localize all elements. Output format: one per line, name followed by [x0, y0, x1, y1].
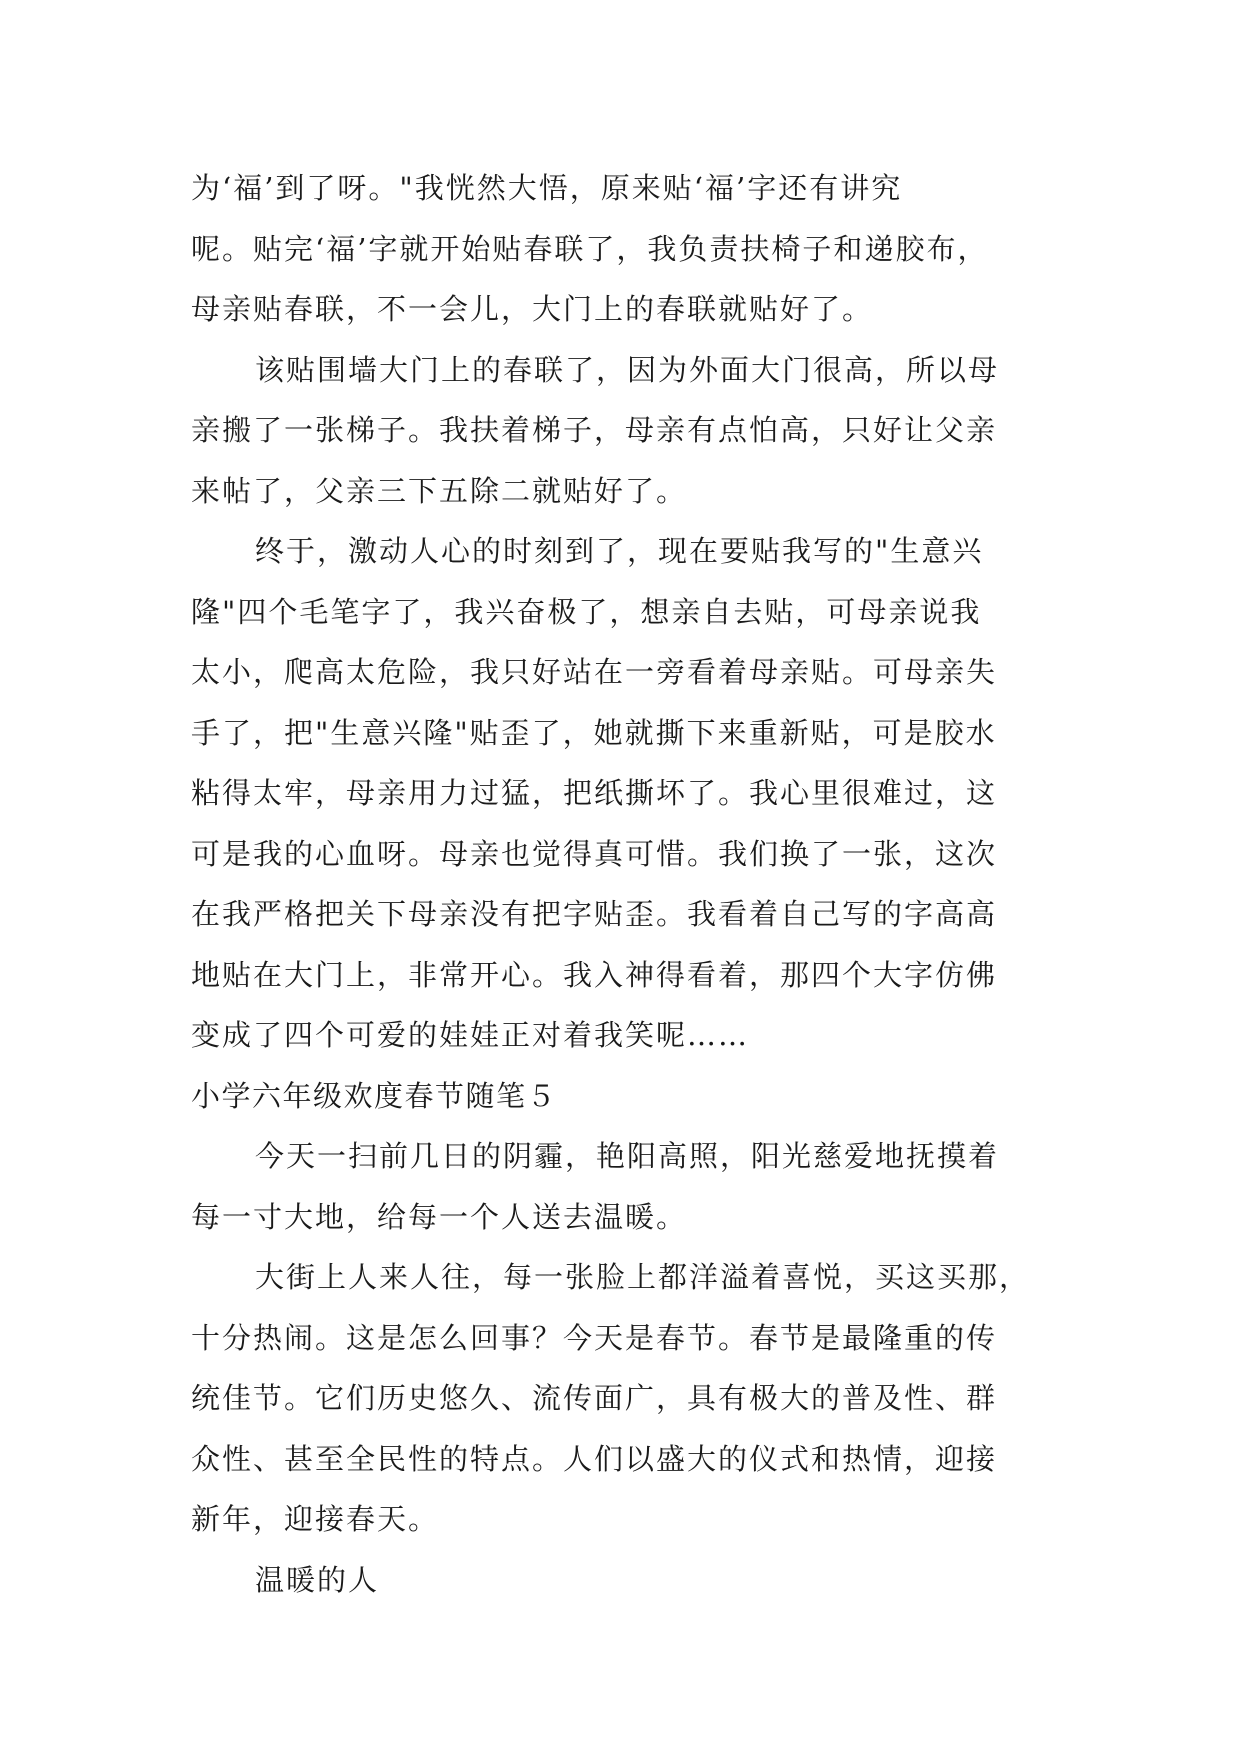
text-line: 十分热闹。这是怎么回事？今天是春节。春节是最隆重的传: [191, 1320, 998, 1355]
text-line: 隆"四个毛笔字了，我兴奋极了，想亲自去贴，可母亲说我: [191, 594, 982, 629]
text-line: 母亲贴春联，不一会儿，大门上的春联就贴好了。: [191, 292, 874, 326]
text-line: 为‘福’到了呀。"我恍然大悟，原来贴‘福’字还有讲究: [191, 171, 903, 205]
text-line: 太小，爬高太危险，我只好站在一旁看着母亲贴。可母亲失: [191, 655, 998, 689]
text-line: 变成了四个可爱的娃娃正对着我笑呢……: [191, 1018, 750, 1052]
document-body: [191, 158, 1051, 1610]
paragraph-start-line: 终于，激动人心的时刻到了，现在要贴我写的"生意兴: [255, 534, 984, 568]
text-line: 每一寸大地，给每一个人送去温暖。: [191, 1199, 688, 1234]
text-line: 统佳节。它们历史悠久、流传面广，具有极大的普及性、群: [191, 1381, 998, 1415]
section-heading: 小学六年级欢度春节随笔５: [191, 1078, 558, 1113]
text-line: 亲搬了一张梯子。我扶着梯子，母亲有点怕高，只好让父亲: [191, 413, 998, 447]
text-line: 新年，迎接春天。: [191, 1502, 440, 1536]
text-line: 在我严格把关下母亲没有把字贴歪。我看着自己写的字高高: [191, 897, 998, 931]
text-line: 地贴在大门上，非常开心。我入神得看着，那四个大字仿佛: [191, 957, 998, 992]
paragraph-start-line: 温暖的人: [255, 1562, 380, 1597]
paragraph-start-line: 该贴围墙大门上的春联了，因为外面大门很高，所以母: [255, 352, 1000, 387]
text-line: 呢。贴完‘福’字就开始贴春联了，我负责扶椅子和递胶布，: [191, 231, 989, 266]
text-line: 粘得太牢，母亲用力过猛，把纸撕坏了。我心里很难过，这: [191, 776, 998, 810]
text-line: 手了，把"生意兴隆"贴歪了，她就撕下来重新贴，可是胶水: [191, 715, 997, 750]
text-line: 来帖了，父亲三下五除二就贴好了。: [191, 473, 688, 508]
text-line: 众性、甚至全民性的特点。人们以盛大的仪式和热情，迎接: [191, 1441, 998, 1476]
text-line: 可是我的心血呀。母亲也觉得真可惜。我们换了一张，这次: [191, 836, 998, 871]
paragraph-start-line: 今天一扫前几日的阴霾，艳阳高照，阳光慈爱地抚摸着: [255, 1139, 1000, 1173]
paragraph-start-line: 大街上人来人往，每一张脸上都洋溢着喜悦，买这买那，: [255, 1260, 1031, 1294]
